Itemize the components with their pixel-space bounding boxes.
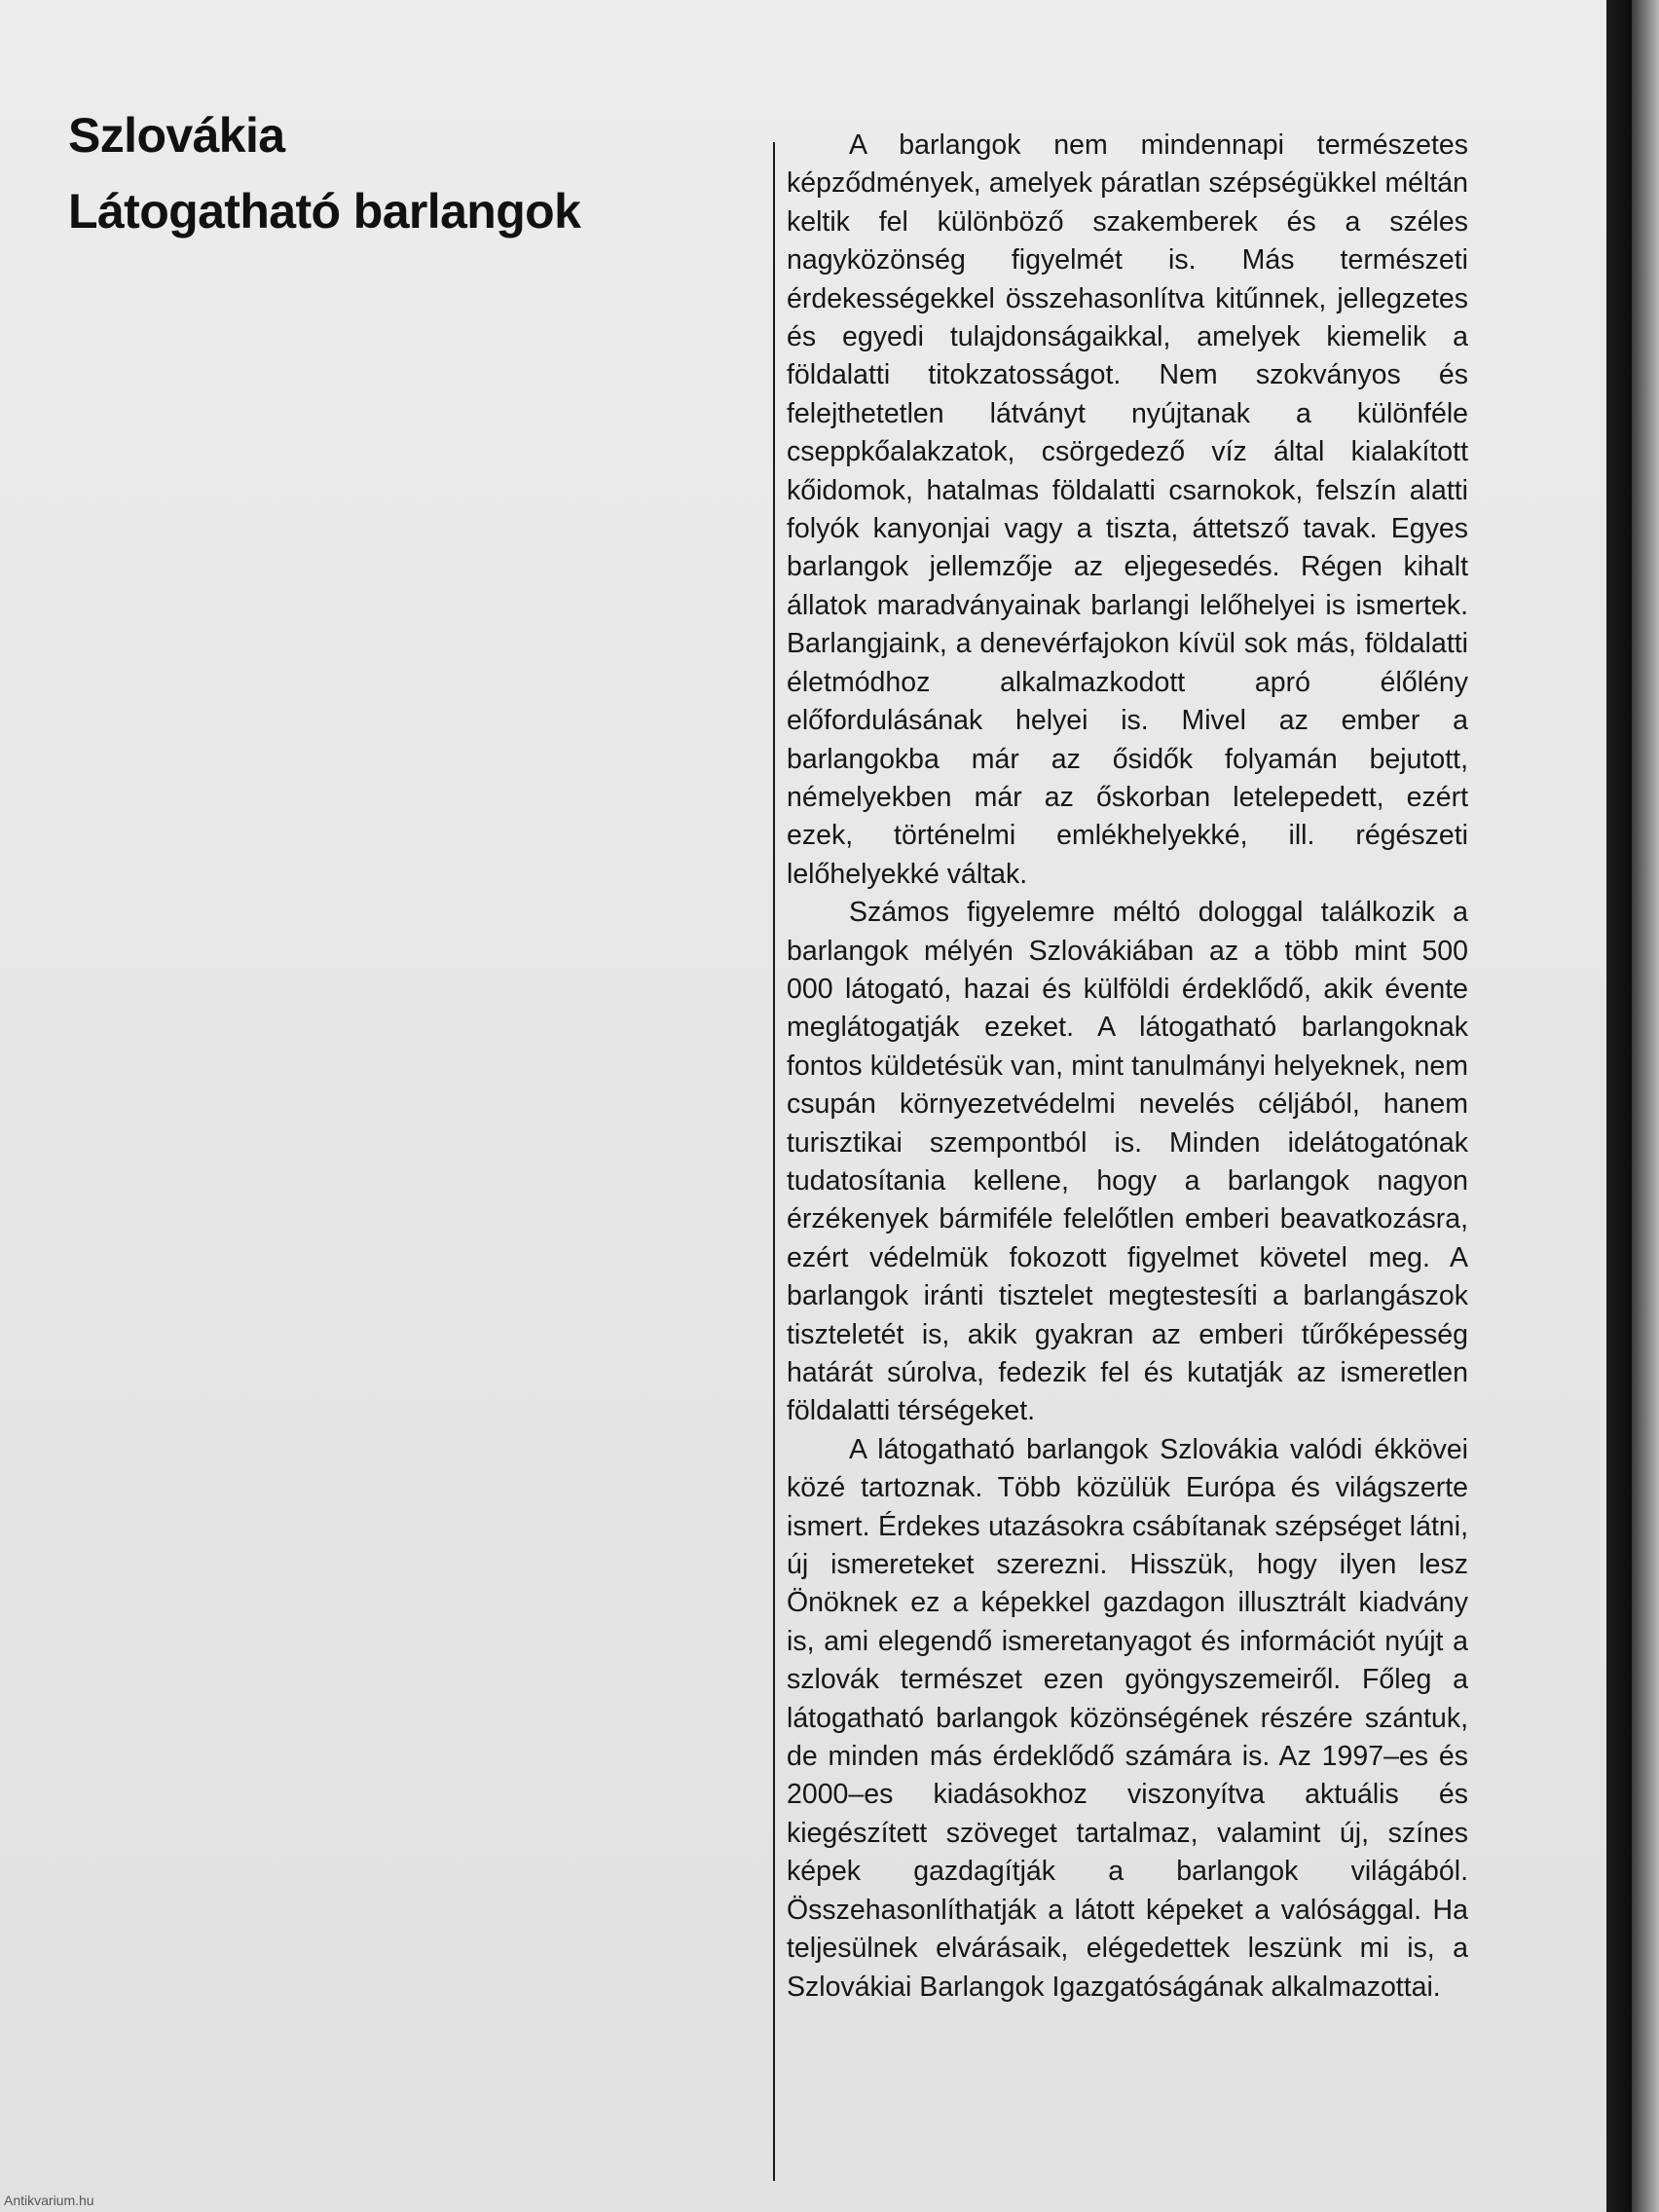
paragraph-intro: A barlangok nem mindennapi természetes képződmények, amelyek páratlan szépségükkel méltán keltik fel különböző szakemberek és a széles nagyközönség figyelmét is. Más természeti érdekességekkel összehasonlítva kitűnnek, jellegzetes és egyedi tulajdonságaikkal, amelyek kiemelik a földalatti titokzatosságot. Nem szokványos és felejthetetlen látványt nyújtanak a különféle cseppkőalakzatok, csörgedező víz által kialakított kőidomok, hatalmas földalatti csarnokok, felszín alatti folyók kanyonjai vagy a tiszta, áttetsző tavak. Egyes barlangok jellemzője az eljegesedés. Régen kihalt állatok maradványainak barlangi lelőhelyei is ismertek. Barlangjaink, a denevérfajokon kívül sok más, földalatti életmódhoz alkalmazkodott apró élőlény előfordulásának helyei is. Mivel az ember a barlangokba már az ősidők folyamán bejutott, némelyekben már az őskorban letelepedett, ezért ezek, történelmi emlékhelyekké, ill. régészeti lelőhelyekké váltak. — [787, 129, 1468, 890]
page-title — [68, 97, 580, 249]
paragraph-visitors: Számos figyelemre méltó dologgal találkozik a barlangok mélyén Szlovákiában az a több mint 500 000 látogató, hazai és külföldi érdeklődő, akik évente meglátogatják ezeket. A látogatható barlangoknak fontos küldetésük van, mint tanulmányi helyeknek, nem csupán környezetvédelmi nevelés céljából, hanem turisztikai szempontból is. Minden idelátogatónak tudatosítania kellene, hogy a barlangok nagyon érzékenyek bármiféle felelőtlen emberi beavatkozásra, ezért védelmük fokozott figyelmet követel meg. A barlangok iránti tisztelet megtestesíti a barlangászok tiszteletét is, akik gyakran az emberi tűrőképesség határát súrolva, fedezik fel és kutatják az ismeretlen földalatti térségeket. — [787, 897, 1468, 1427]
body-text — [787, 127, 1468, 2007]
column-rule — [773, 142, 775, 2181]
title-line-subject: Látogatható barlangok — [68, 184, 581, 239]
book-edge — [1632, 0, 1659, 2212]
watermark: Antikvarium.hu — [4, 2193, 94, 2208]
title-line-country: Szlovákia — [68, 108, 285, 163]
paragraph-publication: A látogatható barlangok Szlovákia valódi ékkövei közé tartoznak. Több közülük Európa és világszerte ismert. Érdekes utazásokra csábítanak szépséget látni, új ismereteket szerezni. Hisszük, hogy ilyen lesz Önöknek ez a képekkel gazdagon illusztrált kiadvány is, ami elegendő ismeretanyagot és információt nyújt a szlovák természet ezen gyöngyszemeiről. Főleg a látogatható barlangok közönségének részére szántuk, de minden más érdeklődő számára is. Az 1997–es és 2000–es kiadásokhoz viszonyítva aktuális és kiegészített szöveget tartalmaz, valamint új, színes képek gazdagítják a barlangok világából. Összehasonlíthatják a látott képeket a valósággal. Ha teljesülnek elvárásaik, elégedettek leszünk mi is, a Szlovákiai Barlangok Igazgatóságának alkalmazottai. — [787, 1433, 1468, 2003]
book-spine — [1606, 0, 1632, 2212]
